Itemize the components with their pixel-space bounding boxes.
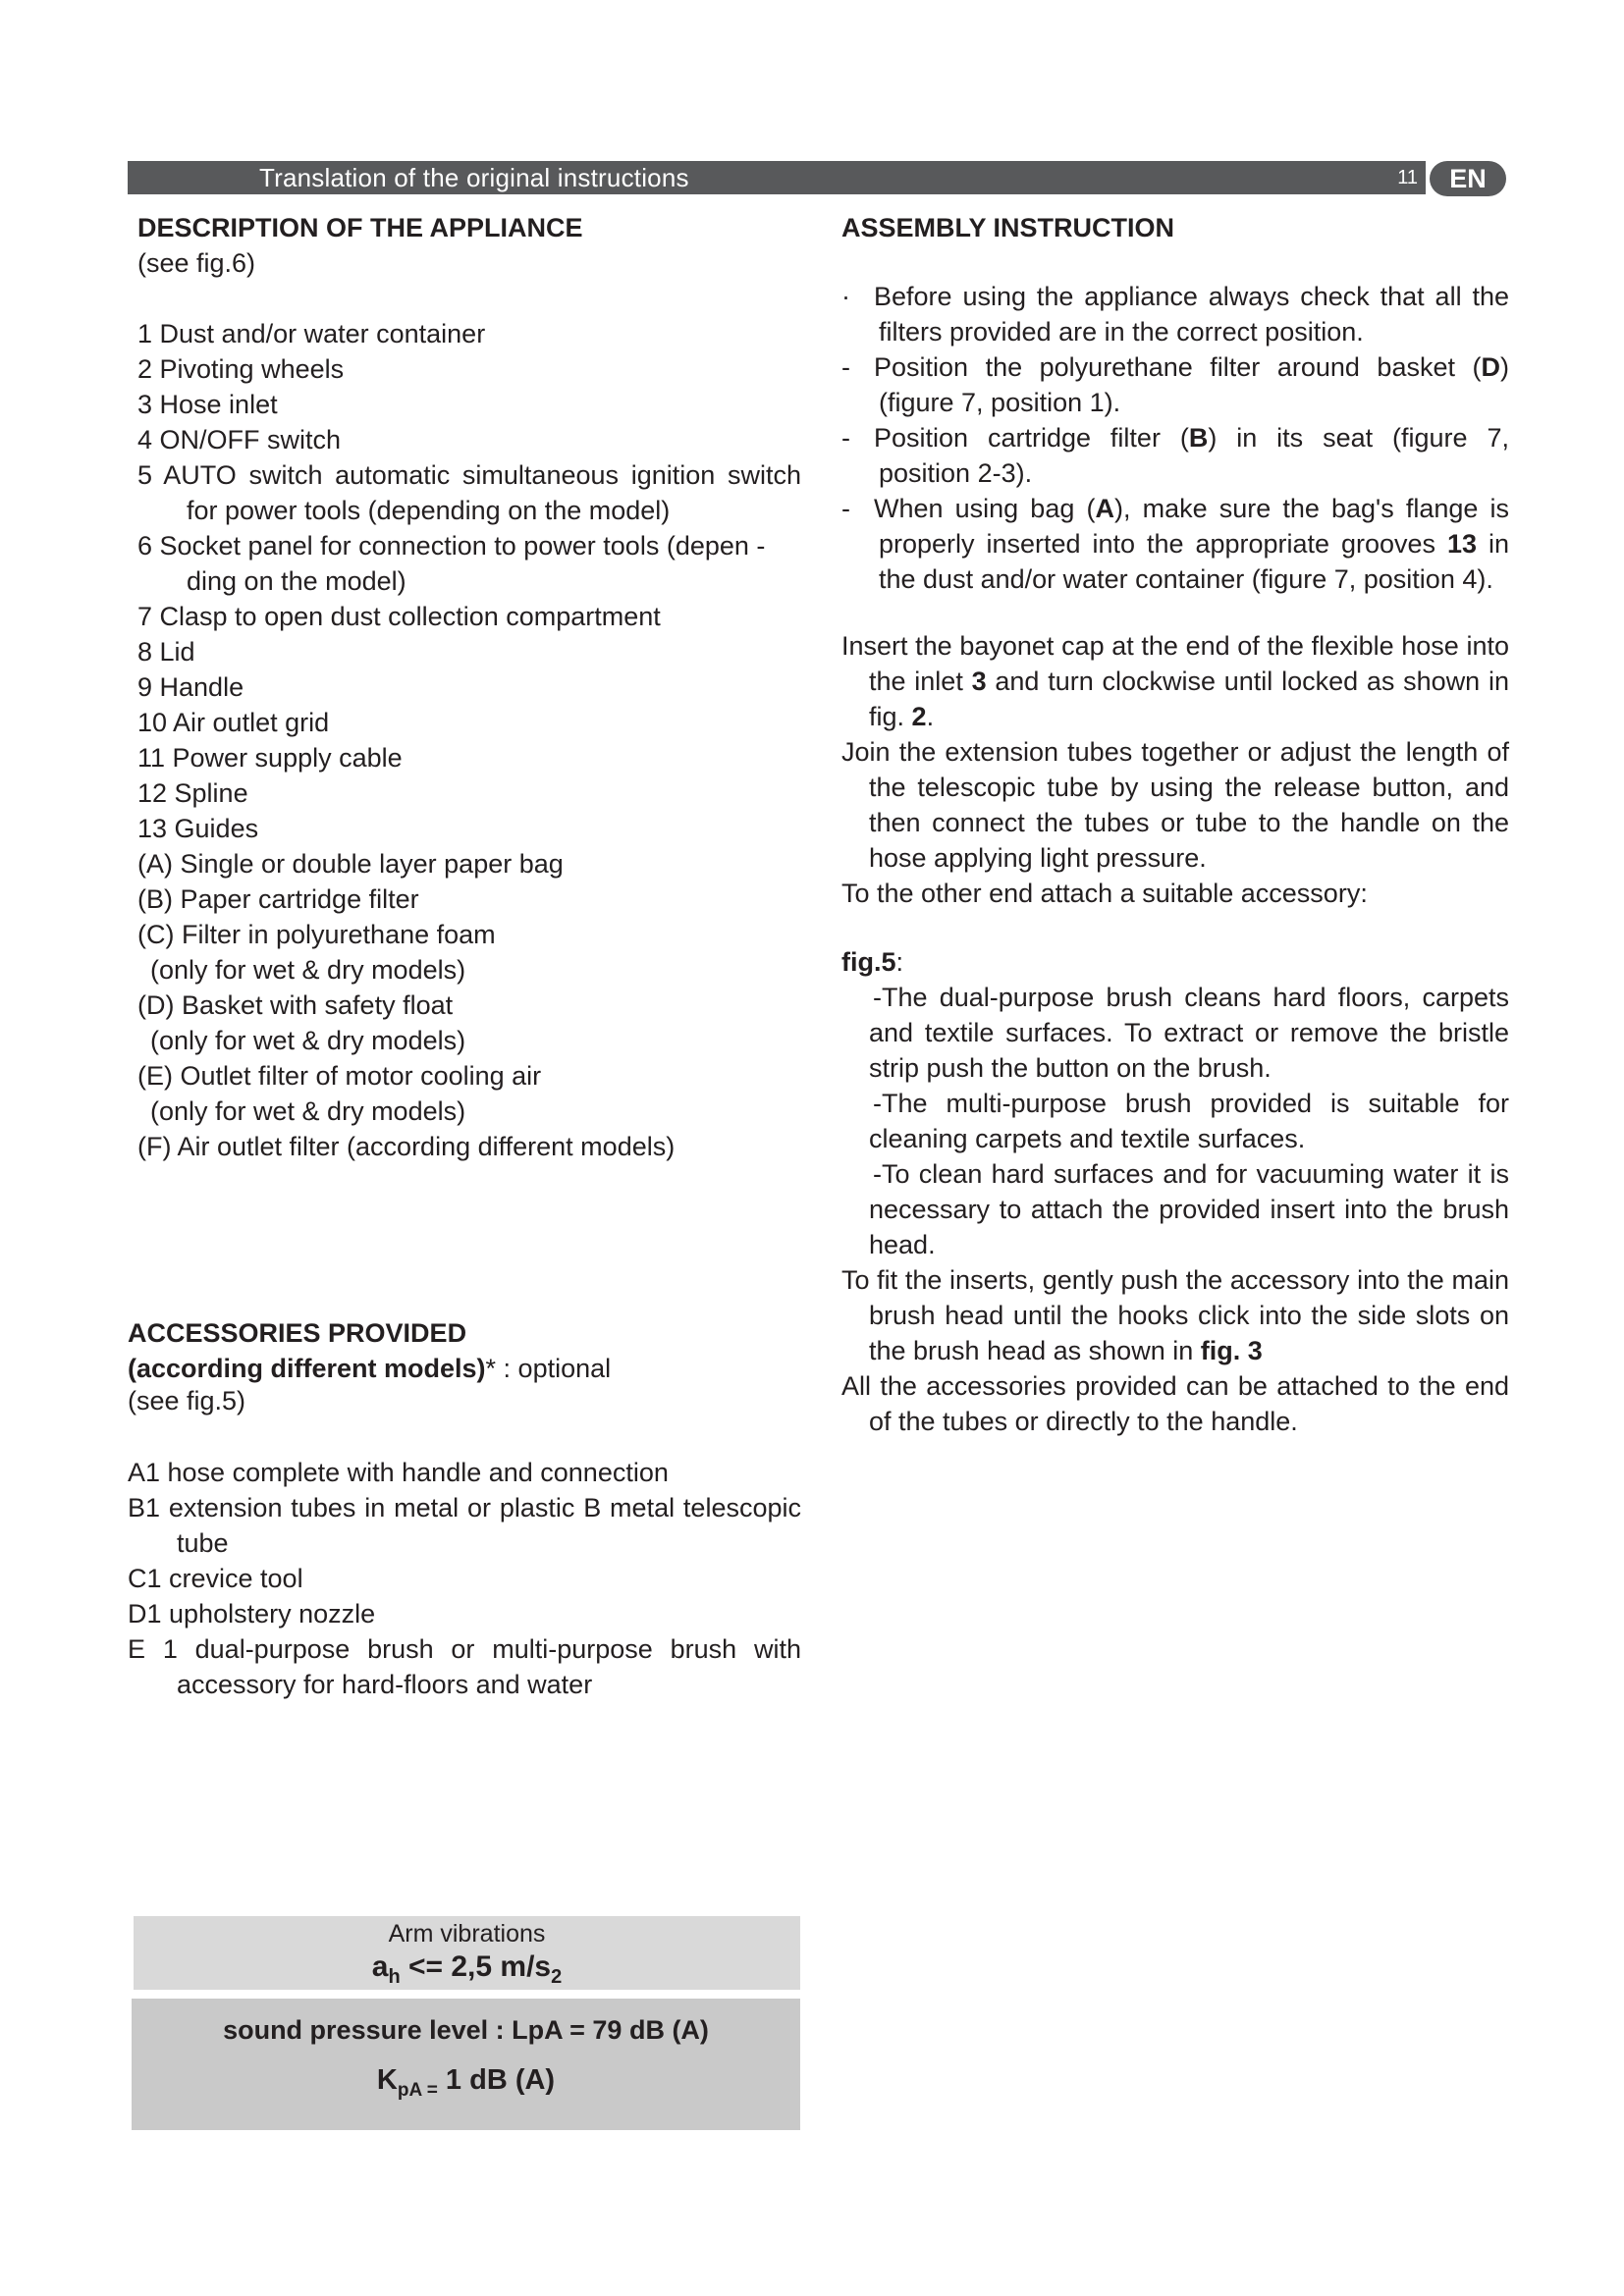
list-item xyxy=(841,279,1509,349)
arm-symbol: a xyxy=(371,1950,389,1983)
accessories-subheading xyxy=(128,1351,801,1386)
list-item-note: (only for wet & dry models) xyxy=(150,1026,466,1055)
list-item-text: Before using the appliance always check that all the filters provided are in the correct position. xyxy=(874,282,1509,347)
paragraph: Join the extension tubes together or adjust the length of the telescopic tube by using the release button, and then connect the tubes or tube to the handle on the hose applying light pressure. xyxy=(841,737,1509,873)
vibration-box xyxy=(134,1916,800,1990)
list-item: C1 crevice tool xyxy=(128,1564,303,1593)
bullet-mark: - xyxy=(841,494,850,523)
list-item: 2 Pivoting wheels xyxy=(137,354,345,384)
list-item-text: When using bag ( xyxy=(874,494,1096,523)
arm-vibrations-label: Arm vibrations xyxy=(388,1920,546,1948)
accessories-subheading-rest: * : optional xyxy=(485,1354,612,1383)
list-item: 5 AUTO switch automatic simultaneous ignition switch for power tools (depending on the model) xyxy=(137,460,801,525)
uncertainty-value xyxy=(132,2048,800,2109)
k-symbol-sub: pA = xyxy=(397,2079,438,2101)
k-value: 1 dB (A) xyxy=(437,2064,556,2096)
list-item: (B) Paper cartridge filter xyxy=(137,884,419,914)
arm-value: <= 2,5 m/s xyxy=(400,1950,552,1983)
list-item: (E) Outlet filter of motor cooling air xyxy=(137,1061,542,1091)
list-item: 9 Handle xyxy=(137,672,244,702)
sound-box xyxy=(132,1999,800,2130)
list-item: D1 upholstery nozzle xyxy=(128,1599,376,1629)
list-item-text: ) (figure 7, position 1). xyxy=(879,352,1509,417)
header-bar xyxy=(128,161,1426,194)
accessories-subheading-bold: (according different models) xyxy=(128,1354,486,1383)
arm-unit-sub: 2 xyxy=(551,1966,563,1988)
paragraph: To the other end attach a suitable accessory: xyxy=(841,879,1368,908)
paragraph: -The dual-purpose brush cleans hard floors, carpets and textile surfaces. To extract or remove the bristle strip push the button on the brush. xyxy=(869,983,1509,1083)
list-item-text: ) in its seat (figure 7, position 2-3). xyxy=(879,423,1509,488)
list-item-text: Position the polyurethane filter around basket ( xyxy=(874,352,1482,382)
list-item: 1 Dust and/or water container xyxy=(137,319,486,348)
paragraph-text: . xyxy=(926,702,935,731)
bullet-mark: - xyxy=(841,352,850,382)
description-heading: DESCRIPTION OF THE APPLIANCE xyxy=(137,213,583,242)
list-item xyxy=(841,491,1509,597)
list-item: 6 Socket panel for connection to power tools (depen - ding on the model) xyxy=(137,531,766,596)
language-badge: EN xyxy=(1430,161,1506,196)
list-item: E 1 dual-purpose brush or multi-purpose brush with accessory for hard-floors and water xyxy=(128,1634,801,1699)
list-item: (D) Basket with safety float xyxy=(137,990,454,1020)
arm-symbol-sub: h xyxy=(388,1966,401,1988)
list-item-bold: B xyxy=(1188,423,1209,453)
fig-label xyxy=(841,944,1509,980)
list-item: (A) Single or double layer paper bag xyxy=(137,849,564,879)
list-item xyxy=(841,349,1509,420)
paragraph: -The multi-purpose brush provided is suitable for cleaning carpets and textile surfaces. xyxy=(869,1089,1509,1153)
paragraph xyxy=(841,628,1509,734)
list-item-note: (only for wet & dry models) xyxy=(150,955,466,985)
description-see-fig: (see fig.6) xyxy=(137,248,256,278)
paragraph-bold: 3 xyxy=(971,667,987,696)
list-item-text: in the dust and/or water container (figure 7, position 4). xyxy=(879,529,1509,594)
paragraph xyxy=(841,1262,1509,1368)
list-item: 13 Guides xyxy=(137,814,259,843)
paragraph-bold: 2 xyxy=(911,702,927,731)
paragraph: All the accessories provided can be attached to the end of the tubes or directly to the handle. xyxy=(841,1371,1509,1436)
bullet-mark: - xyxy=(841,423,850,453)
list-item: 4 ON/OFF switch xyxy=(137,425,342,454)
sound-pressure-level: sound pressure level : LpA = 79 dB (A) xyxy=(223,2015,709,2045)
list-item-text: ), make sure the bag's flange is properly inserted into the appropriate grooves xyxy=(879,494,1509,559)
list-item: 3 Hose inlet xyxy=(137,390,278,419)
list-item-bold: D xyxy=(1481,352,1500,382)
bullet-mark: · xyxy=(841,282,850,311)
description-section xyxy=(137,210,801,1164)
list-item: 12 Spline xyxy=(137,778,248,808)
paragraph-text: and turn clockwise until locked as shown in fig. xyxy=(869,667,1509,731)
list-item-bold: 13 xyxy=(1446,529,1478,559)
list-item: B1 extension tubes in metal or plastic B metal telescopic tube xyxy=(128,1493,801,1558)
fig-label-colon: : xyxy=(895,947,904,977)
list-item-note: (only for wet & dry models) xyxy=(150,1096,466,1126)
list-item: 11 Power supply cable xyxy=(137,743,403,773)
paragraph-text: Insert the bayonet cap at the end of the flexible hose into the inlet xyxy=(841,631,1509,696)
header-title: Translation of the original instructions xyxy=(259,163,689,192)
list-item-bold: A xyxy=(1095,494,1114,523)
assembly-section xyxy=(841,210,1509,1439)
accessories-section xyxy=(128,1315,801,1702)
accessories-heading: ACCESSORIES PROVIDED xyxy=(128,1318,467,1348)
accessories-see-fig: (see fig.5) xyxy=(128,1386,246,1415)
k-symbol: K xyxy=(376,2064,398,2096)
list-item: A1 hose complete with handle and connection xyxy=(128,1458,669,1487)
list-item: 7 Clasp to open dust collection compartment xyxy=(137,602,661,631)
paragraph-bold: fig. 3 xyxy=(1200,1336,1263,1365)
list-item: 10 Air outlet grid xyxy=(137,708,330,737)
list-item-text: Position cartridge filter ( xyxy=(874,423,1189,453)
assembly-heading: ASSEMBLY INSTRUCTION xyxy=(841,213,1175,242)
list-item xyxy=(841,420,1509,491)
list-item: 8 Lid xyxy=(137,637,195,667)
paragraph-text: To fit the inserts, gently push the accessory into the main brush head until the hooks click into the side slots on the brush head as shown in xyxy=(841,1265,1509,1365)
fig-label-bold: fig.5 xyxy=(841,947,896,977)
list-item: (F) Air outlet filter (according different models) xyxy=(137,1132,676,1161)
page-number: 11 xyxy=(1397,167,1418,188)
arm-vibrations-value xyxy=(134,1949,800,1995)
list-item: (C) Filter in polyurethane foam xyxy=(137,920,496,949)
paragraph: -To clean hard surfaces and for vacuuming water it is necessary to attach the provided insert into the brush head. xyxy=(869,1159,1509,1259)
